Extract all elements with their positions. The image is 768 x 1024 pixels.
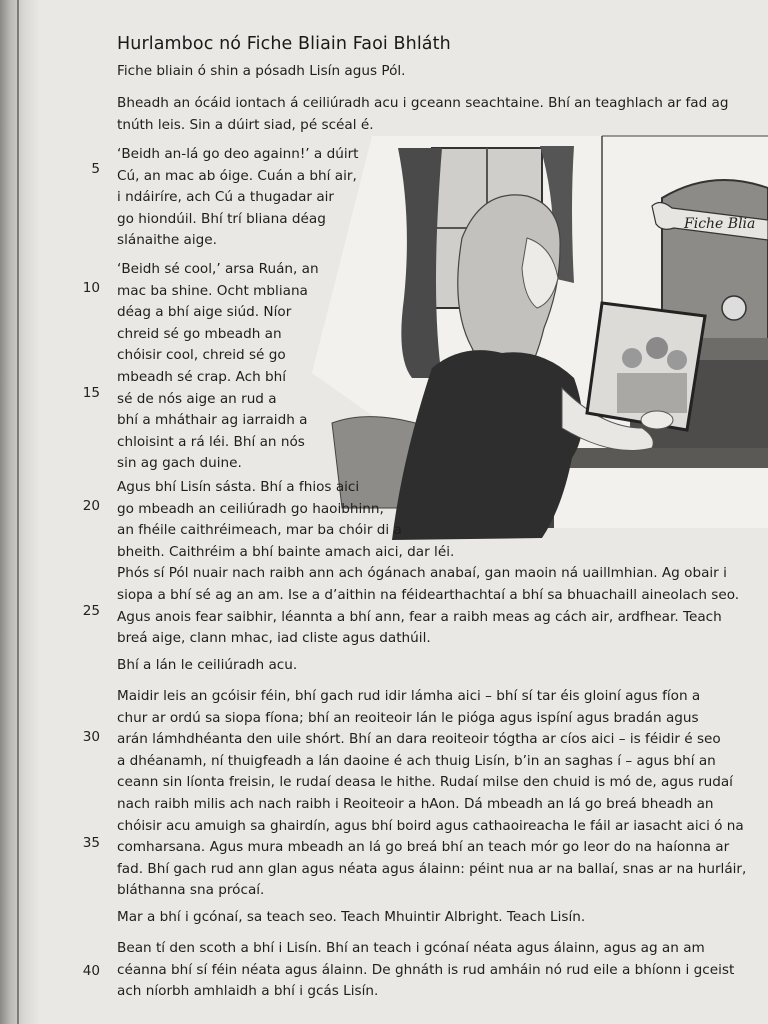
text-line: siopa a bhí sé ag an am. Ise a d’aithin na féidearthachtaí a bhí sa bhuachaill aineolach seo. xyxy=(117,586,740,603)
text-line: ‘Beidh sé cool,’ arsa Ruán, an xyxy=(117,261,319,277)
line-number: 20 xyxy=(82,498,100,514)
line-number: 15 xyxy=(82,385,100,401)
paragraph xyxy=(117,655,297,677)
text-line: Agus anois fear saibhir, léannta a bhí ann, fear a raibh meas ag cách air, ardfhear. Teach xyxy=(117,608,722,625)
text-line: Maidir leis an gcóisir féin, bhí gach rud idir lámha aici – bhí sí tar éis gloiní agus fíon a xyxy=(117,688,701,704)
text-line: a dhéanamh, ní thuigfeadh a lán daoine é ach thuig Lisín, b’in an saghas í – agus bhí an xyxy=(117,752,716,769)
text-line: sin ag gach duine. xyxy=(117,455,242,472)
paragraph xyxy=(117,686,746,902)
text-line: déag a bhí aige siúd. Níor xyxy=(117,304,292,321)
paragraph xyxy=(117,477,739,650)
line-number: 35 xyxy=(82,835,100,851)
text-line: Cú, an mac ab óige. Cuán a bhí air, xyxy=(117,167,357,184)
text-line: comharsana. Agus mura mbeadh an lá go breá bhí an teach mór go leor do na haíonna ar xyxy=(117,839,730,856)
text-line: nach raibh milis ach nach raibh i Reoiteoir a hAon. Dá mbeadh an lá go breá bheadh an xyxy=(117,795,714,812)
text-line: go mbeadh an ceiliúradh go haoibhinn, xyxy=(117,500,384,517)
text-line: arán lámhdhéanta den uile shórt. Bhí an dara reoiteoir tógtha ar cíos aici – is féidir é seo xyxy=(117,731,721,748)
text-line: sé de nós aige an rud a xyxy=(117,390,277,407)
text-line: mac ba shine. Ocht mbliana xyxy=(117,282,308,299)
text-line: chur ar ordú sa siopa fíona; bhí an reoiteoir lán le pióga agus ispíní agus bradán agus xyxy=(117,709,699,726)
line-number: 40 xyxy=(82,963,100,979)
text-line: Phós sí Pól nuair nach raibh ann ach ógánach anabaí, gan maoin ná uaillmhian. Ag obair i xyxy=(117,565,727,582)
text-line: breá aige, clann mhac, iad cliste agus dathúil. xyxy=(117,630,431,647)
text-line: i ndáiríre, ach Cú a thugadar air xyxy=(117,189,335,206)
text-line: chóisir acu amuigh sa ghairdín, agus bhí boird agus cathaoireacha le fáil ar iasacht aici ó na xyxy=(117,817,744,834)
line-number: 10 xyxy=(82,280,100,296)
text-line: Bheadh an ócáid iontach á ceiliúradh acu i gceann seachtaine. Bhí an teaghlach ar fad ag xyxy=(117,95,729,111)
line-number: 25 xyxy=(82,603,100,619)
text-line: ach níorbh amhlaidh a bhí i gcás Lisín. xyxy=(117,983,379,1000)
text-line: céanna bhí sí féin néata agus álainn. De ghnáth is rud amháin nó rud eile a bhíonn i gceist xyxy=(117,961,735,978)
text-line: ‘Beidh an-lá go deo againn!’ a dúirt xyxy=(117,146,359,162)
text-line: Fiche bliain ó shin a pósadh Lisín agus Pól. xyxy=(117,63,406,79)
text-line: chóisir cool, chreid sé go xyxy=(117,347,286,364)
text-line: bhí a mháthair ag iarraidh a xyxy=(117,412,308,429)
paragraph xyxy=(117,144,359,252)
text-line: ceann sin líonta freisin, le rudaí deasa le hithe. Rudaí milse den chuid is mó de, agus rudaí xyxy=(117,774,733,791)
line-number: 30 xyxy=(82,729,100,745)
text-line: tnúth leis. Sin a dúirt siad, pé scéal é. xyxy=(117,116,374,133)
paragraph xyxy=(117,938,734,1003)
text-line: Bean tí den scoth a bhí i Lisín. Bhí an teach i gcónaí néata agus álainn, agus ag an am xyxy=(117,940,705,956)
text-line: chloisint a rá léi. Bhí an nós xyxy=(117,433,305,450)
text-line: mbeadh sé crap. Ach bhí xyxy=(117,368,287,385)
text-line: Bhí a lán le ceiliúradh acu. xyxy=(117,657,298,673)
text-line: slánaithe aige. xyxy=(117,232,217,249)
text-line: bheith. Caithréim a bhí bainte amach aici, dar léi. xyxy=(117,543,455,560)
banner-text: Fiche Blia xyxy=(684,216,756,232)
paragraph xyxy=(117,259,319,475)
text-line: Mar a bhí i gcónaí, sa teach seo. Teach Mhuintir Albright. Teach Lisín. xyxy=(117,909,586,925)
paragraph xyxy=(117,907,585,929)
paragraph xyxy=(117,61,405,83)
page-edge-shadow xyxy=(0,0,40,1024)
paragraph xyxy=(117,93,728,136)
text-line: go hiondúil. Bhí trí bliana déag xyxy=(117,210,326,227)
text-line: chreid sé go mbeadh an xyxy=(117,325,282,342)
text-line: an fhéile caithréimeach, mar ba chóir di a xyxy=(117,522,402,539)
text-line: fad. Bhí gach rud ann glan agus néata agus álainn: péint nua ar na ballaí, snas ar na hurláir, xyxy=(117,860,747,877)
line-number: 5 xyxy=(91,161,100,177)
binding-line xyxy=(17,0,19,1024)
text-line: bláthanna sna prócaí. xyxy=(117,882,265,899)
text-line: Agus bhí Lisín sásta. Bhí a fhios aici xyxy=(117,479,360,495)
story-title: Hurlamboc nó Fiche Bliain Faoi Bhláth xyxy=(117,34,451,54)
